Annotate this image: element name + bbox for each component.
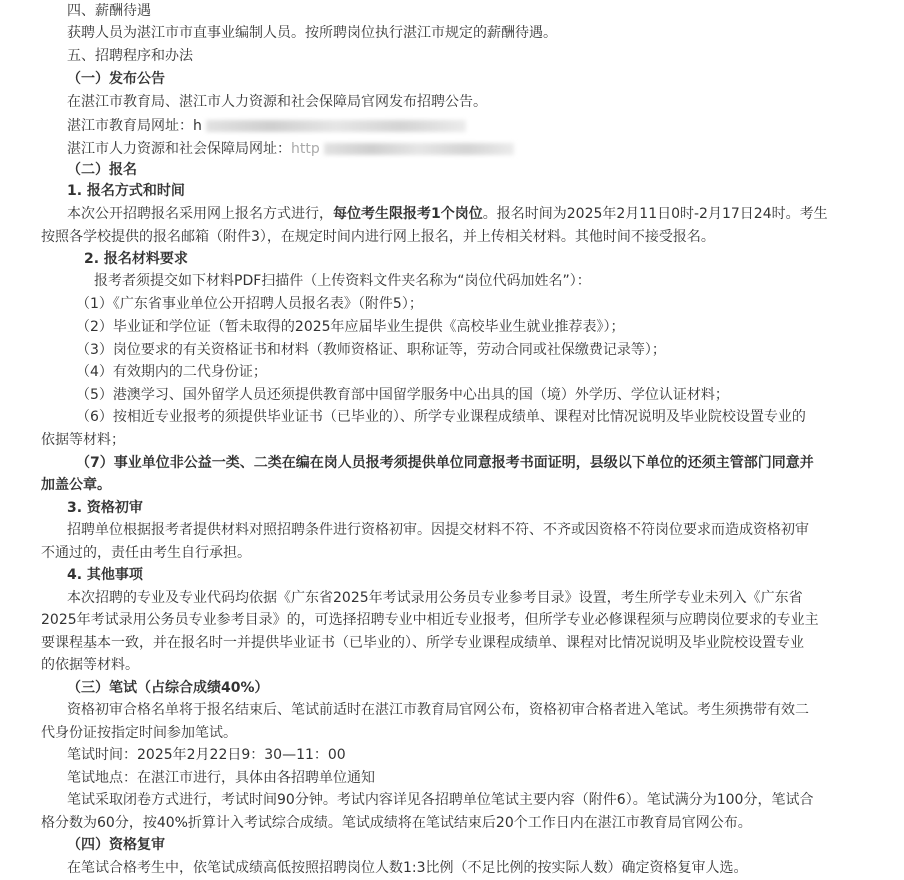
paragraph: 招聘单位根据报考者提供材料对照招聘条件进行资格初审。因提交材料不符、不齐或因资格不符岗位要求而造成资格初审 bbox=[67, 522, 809, 538]
paragraph: 代身份证按指定时间参加笔试。 bbox=[41, 725, 237, 741]
paragraph: 不通过的，责任由考生自行承担。 bbox=[41, 545, 251, 561]
item-heading-other: 4. 其他事项 bbox=[67, 567, 143, 583]
list-item-continuation: 依据等材料； bbox=[41, 432, 125, 448]
text-segment: 。报名时间为2025年2月11日0时-2月17日24时。考生 bbox=[482, 206, 828, 222]
paragraph: 报考者须提交如下材料PDF扫描件（上传资料文件夹名称为“岗位代码加姓名”）： bbox=[94, 273, 591, 289]
url-line-education-bureau bbox=[67, 115, 904, 138]
list-item: （1）《广东省事业单位公开招聘人员报名表》（附件5）； bbox=[76, 296, 423, 312]
paragraph: 获聘人员为湛江市市直事业编制人员。按所聘岗位执行湛江市规定的薪酬待遇。 bbox=[67, 25, 557, 41]
paragraph: 笔试采取闭卷方式进行，考试时间90分钟。考试内容详见各招聘单位笔试主要内容（附件6）。笔试满分为100分，笔试合 bbox=[67, 792, 814, 808]
list-item: （6）按相近专业报考的须提供毕业证书（已毕业的）、所学专业课程成绩单、课程对比情况说明及毕业院校设置专业的 bbox=[76, 409, 806, 425]
exam-time: 笔试时间：2025年2月22日9：30—11：00 bbox=[67, 747, 346, 763]
redaction-blur bbox=[324, 143, 514, 155]
list-item-emphasis-continuation: 加盖公章。 bbox=[41, 477, 111, 493]
redaction-blur bbox=[206, 120, 466, 132]
list-item: （4）有效期内的二代身份证； bbox=[76, 364, 267, 380]
text-segment: 本次公开招聘报名采用网上报名方式进行， bbox=[67, 206, 333, 222]
item-heading-method: 1. 报名方式和时间 bbox=[67, 183, 185, 199]
url-label: 湛江市人力资源和社会保障局网址： bbox=[67, 141, 291, 157]
url-line-hr-bureau bbox=[67, 138, 904, 161]
exam-place: 笔试地点：在湛江市进行，具体由各招聘单位通知 bbox=[67, 770, 375, 786]
emphasis: 每位考生限报考1个岗位 bbox=[333, 206, 483, 222]
subsection-heading-announcement: （一）发布公告 bbox=[67, 71, 165, 87]
paragraph: 在笔试合格考生中，依笔试成绩高低按照招聘岗位人数1:3比例（不足比例的按实际人数）确定资格复审人选。 bbox=[67, 860, 748, 876]
subsection-heading-registration: （二）报名 bbox=[67, 162, 137, 178]
list-item: （5）港澳学习、国外留学人员还须提供教育部中国留学服务中心出具的国（境）外学历、学位认证材料； bbox=[76, 387, 729, 403]
item-heading-qualification: 3. 资格初审 bbox=[67, 500, 143, 516]
paragraph: 本次招聘的专业及专业代码均依据《广东省2025年考试录用公务员专业参考目录》设置，考生所学专业未列入《广东省 bbox=[67, 590, 803, 606]
paragraph: 资格初审合格名单将于报名结束后、笔试前适时在湛江市教育局官网公布，资格初审合格者进入笔试。考生须携带有效二 bbox=[67, 702, 809, 718]
subsection-heading-written-exam: （三）笔试（占综合成绩40%） bbox=[67, 680, 269, 696]
paragraph: 的依据等材料。 bbox=[41, 657, 139, 673]
paragraph: 按照各学校提供的报名邮箱（附件3），在规定时间内进行网上报名，并上传相关材料。其他时间不接受报名。 bbox=[41, 229, 715, 245]
paragraph: 2025年考试录用公务员专业参考目录》的，可选择招聘专业中相近专业报考，但所学专业必修课程须与应聘岗位要求的专业主 bbox=[41, 612, 819, 628]
url-label: 湛江市教育局网址： bbox=[67, 118, 193, 134]
paragraph: 要课程基本一致，并在报名时一并提供毕业证书（已毕业的）、所学专业课程成绩单、课程对比情况说明及毕业院校设置专业 bbox=[41, 635, 804, 651]
paragraph: 格分数为60分，按40%折算计入考试综合成绩。笔试成绩将在笔试结束后20个工作日内在湛江市教育局官网公布。 bbox=[41, 815, 752, 831]
list-item-emphasis: （7）事业单位非公益一类、二类在编在岗人员报考须提供单位同意报考书面证明，县级以下单位的还须主管部门同意并 bbox=[76, 455, 814, 471]
url-link-redacted[interactable]: http bbox=[291, 141, 320, 157]
paragraph: 在湛江市教育局、湛江市人力资源和社会保障局官网发布招聘公告。 bbox=[67, 94, 487, 110]
item-heading-materials: 2. 报名材料要求 bbox=[84, 251, 188, 267]
section-heading-salary: 四、薪酬待遇 bbox=[67, 3, 151, 19]
url-link-redacted[interactable]: h bbox=[193, 118, 202, 134]
subsection-heading-recheck: （四）资格复审 bbox=[67, 837, 165, 853]
section-heading-procedure: 五、招聘程序和办法 bbox=[67, 48, 193, 64]
paragraph bbox=[67, 203, 904, 226]
list-item: （2）毕业证和学位证（暂未取得的2025年应届毕业生提供《高校毕业生就业推荐表》）； bbox=[76, 319, 625, 335]
list-item: （3）岗位要求的有关资格证书和材料（教师资格证、职称证等，劳动合同或社保缴费记录等）； bbox=[76, 342, 666, 358]
